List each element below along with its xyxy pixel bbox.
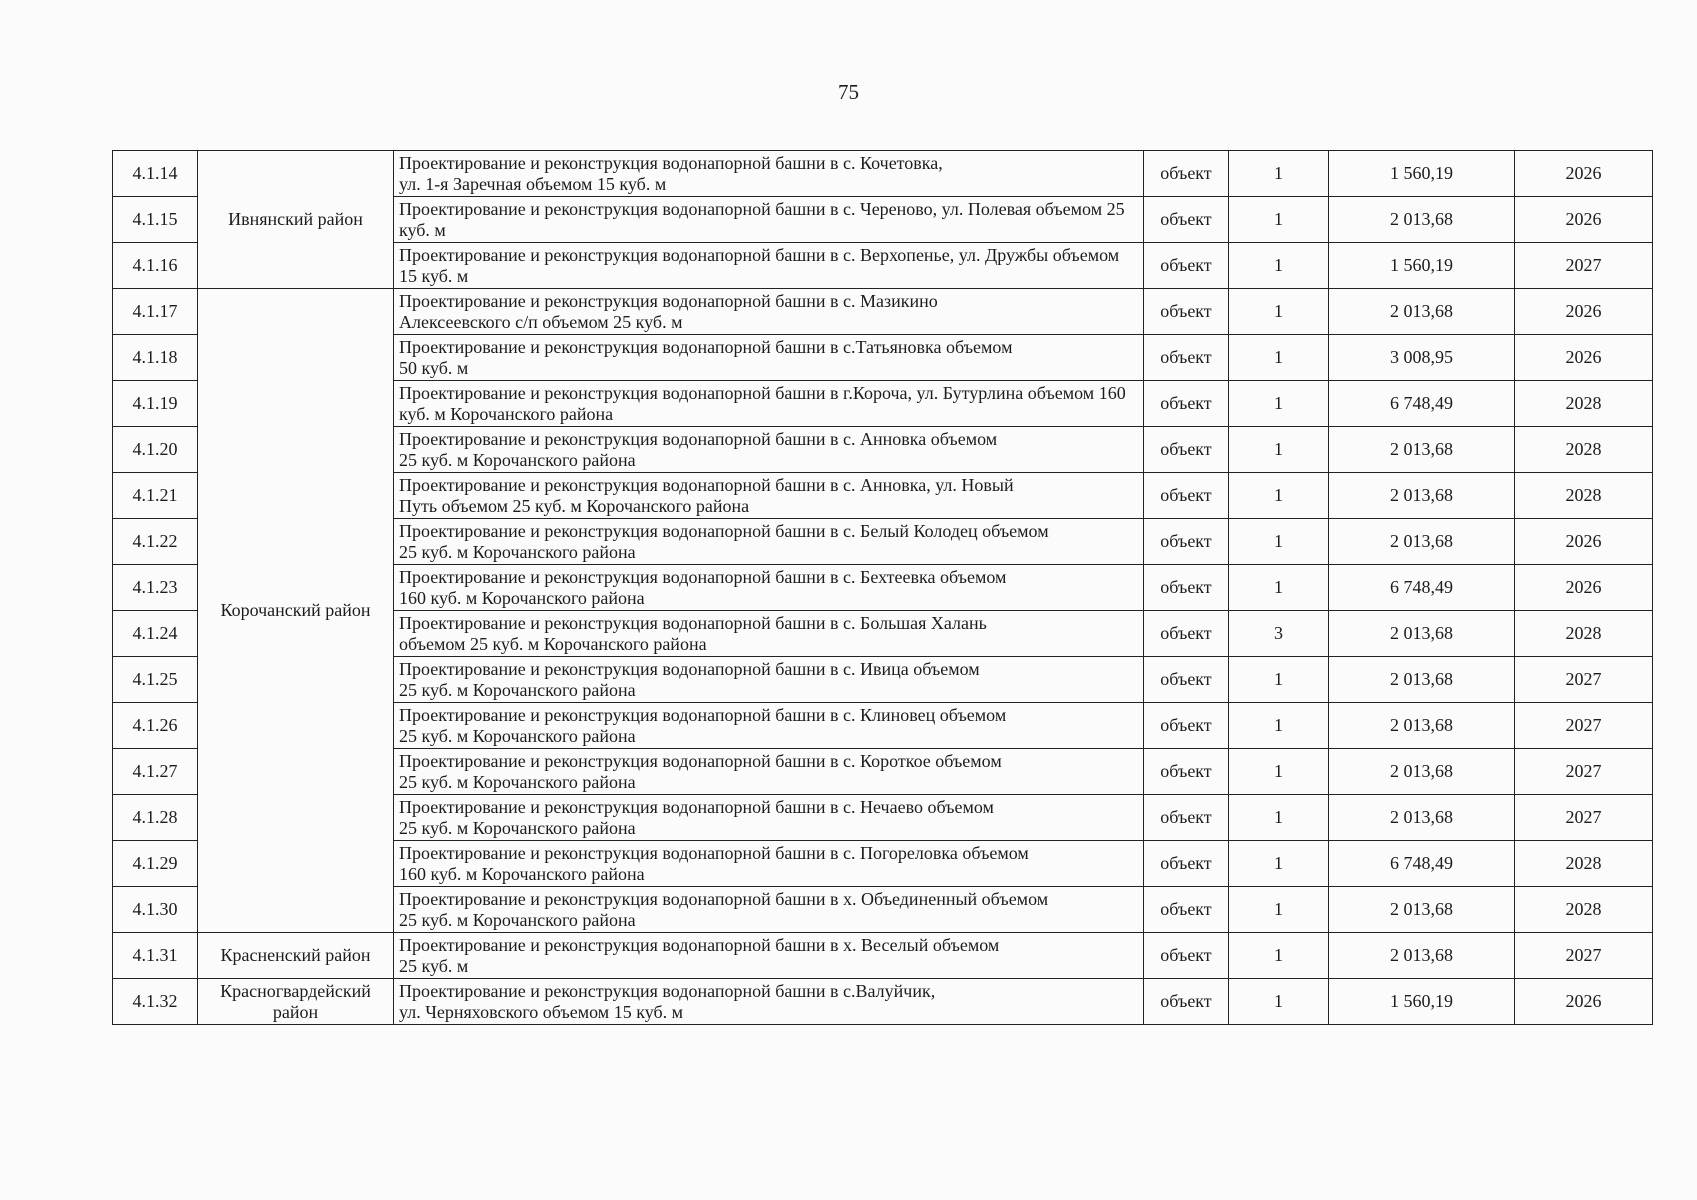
quantity: 3	[1229, 611, 1329, 657]
quantity: 1	[1229, 197, 1329, 243]
year: 2027	[1515, 703, 1653, 749]
quantity: 1	[1229, 473, 1329, 519]
cost-value: 2 013,68	[1329, 887, 1515, 933]
row-number: 4.1.15	[113, 197, 198, 243]
year: 2026	[1515, 519, 1653, 565]
year: 2027	[1515, 243, 1653, 289]
table-row	[113, 151, 1653, 197]
quantity: 1	[1229, 381, 1329, 427]
year: 2028	[1515, 427, 1653, 473]
unit-of-measure: объект	[1144, 381, 1229, 427]
year: 2026	[1515, 979, 1653, 1025]
year: 2028	[1515, 381, 1653, 427]
year: 2026	[1515, 565, 1653, 611]
project-description: Проектирование и реконструкция водонапорной башни в х. Объединенный объемом 25 куб. м Корочанского района	[394, 887, 1144, 933]
row-number: 4.1.28	[113, 795, 198, 841]
project-description: Проектирование и реконструкция водонапорной башни в с. Череново, ул. Полевая объемом 25 куб. м	[394, 197, 1144, 243]
unit-of-measure: объект	[1144, 197, 1229, 243]
project-description: Проектирование и реконструкция водонапорной башни в с. Большая Халань объемом 25 куб. м Корочанского района	[394, 611, 1144, 657]
project-description: Проектирование и реконструкция водонапорной башни в г.Короча, ул. Бутурлина объемом 160 куб. м Корочанского района	[394, 381, 1144, 427]
cost-value: 6 748,49	[1329, 381, 1515, 427]
row-number: 4.1.21	[113, 473, 198, 519]
year: 2027	[1515, 933, 1653, 979]
year: 2026	[1515, 151, 1653, 197]
row-number: 4.1.32	[113, 979, 198, 1025]
unit-of-measure: объект	[1144, 473, 1229, 519]
quantity: 1	[1229, 979, 1329, 1025]
quantity: 1	[1229, 933, 1329, 979]
row-number: 4.1.23	[113, 565, 198, 611]
cost-value: 6 748,49	[1329, 565, 1515, 611]
quantity: 1	[1229, 841, 1329, 887]
cost-value: 6 748,49	[1329, 841, 1515, 887]
unit-of-measure: объект	[1144, 841, 1229, 887]
project-description: Проектирование и реконструкция водонапорной башни в с.Валуйчик, ул. Черняховского объемом 15 куб. м	[394, 979, 1144, 1025]
quantity: 1	[1229, 243, 1329, 289]
project-description: Проектирование и реконструкция водонапорной башни в с. Погореловка объемом 160 куб. м Корочанского района	[394, 841, 1144, 887]
quantity: 1	[1229, 519, 1329, 565]
cost-value: 2 013,68	[1329, 197, 1515, 243]
water-tower-projects-table	[112, 150, 1653, 1025]
year: 2028	[1515, 887, 1653, 933]
quantity: 1	[1229, 565, 1329, 611]
cost-value: 1 560,19	[1329, 243, 1515, 289]
year: 2028	[1515, 611, 1653, 657]
row-number: 4.1.17	[113, 289, 198, 335]
cost-value: 2 013,68	[1329, 657, 1515, 703]
quantity: 1	[1229, 289, 1329, 335]
project-description: Проектирование и реконструкция водонапорной башни в с.Татьяновка объемом 50 куб. м	[394, 335, 1144, 381]
quantity: 1	[1229, 795, 1329, 841]
unit-of-measure: объект	[1144, 749, 1229, 795]
cost-value: 2 013,68	[1329, 427, 1515, 473]
quantity: 1	[1229, 335, 1329, 381]
unit-of-measure: объект	[1144, 657, 1229, 703]
quantity: 1	[1229, 657, 1329, 703]
quantity: 1	[1229, 151, 1329, 197]
unit-of-measure: объект	[1144, 887, 1229, 933]
district-name: Корочанский район	[198, 289, 394, 933]
row-number: 4.1.27	[113, 749, 198, 795]
quantity: 1	[1229, 703, 1329, 749]
unit-of-measure: объект	[1144, 519, 1229, 565]
table-row	[113, 979, 1653, 1025]
year: 2026	[1515, 335, 1653, 381]
unit-of-measure: объект	[1144, 243, 1229, 289]
project-description: Проектирование и реконструкция водонапорной башни в с. Анновка объемом 25 куб. м Корочанского района	[394, 427, 1144, 473]
year: 2026	[1515, 197, 1653, 243]
row-number: 4.1.19	[113, 381, 198, 427]
cost-value: 1 560,19	[1329, 151, 1515, 197]
project-description: Проектирование и реконструкция водонапорной башни в с. Анновка, ул. Новый Путь объемом 25 куб. м Корочанского района	[394, 473, 1144, 519]
unit-of-measure: объект	[1144, 427, 1229, 473]
unit-of-measure: объект	[1144, 611, 1229, 657]
project-description: Проектирование и реконструкция водонапорной башни в с. Нечаево объемом 25 куб. м Корочанского района	[394, 795, 1144, 841]
cost-value: 1 560,19	[1329, 979, 1515, 1025]
unit-of-measure: объект	[1144, 933, 1229, 979]
project-description: Проектирование и реконструкция водонапорной башни в с. Белый Колодец объемом 25 куб. м Корочанского района	[394, 519, 1144, 565]
unit-of-measure: объект	[1144, 703, 1229, 749]
project-description: Проектирование и реконструкция водонапорной башни в х. Веселый объемом 25 куб. м	[394, 933, 1144, 979]
cost-value: 2 013,68	[1329, 519, 1515, 565]
row-number: 4.1.29	[113, 841, 198, 887]
row-number: 4.1.24	[113, 611, 198, 657]
cost-value: 2 013,68	[1329, 473, 1515, 519]
project-description: Проектирование и реконструкция водонапорной башни в с. Клиновец объемом 25 куб. м Корочанского района	[394, 703, 1144, 749]
project-description: Проектирование и реконструкция водонапорной башни в с. Кочетовка, ул. 1-я Заречная объемом 15 куб. м	[394, 151, 1144, 197]
year: 2027	[1515, 749, 1653, 795]
year: 2027	[1515, 795, 1653, 841]
unit-of-measure: объект	[1144, 289, 1229, 335]
row-number: 4.1.20	[113, 427, 198, 473]
table-row	[113, 289, 1653, 335]
quantity: 1	[1229, 427, 1329, 473]
row-number: 4.1.26	[113, 703, 198, 749]
project-description: Проектирование и реконструкция водонапорной башни в с. Мазикино Алексеевского с/п объемом 25 куб. м	[394, 289, 1144, 335]
row-number: 4.1.25	[113, 657, 198, 703]
cost-value: 2 013,68	[1329, 703, 1515, 749]
unit-of-measure: объект	[1144, 335, 1229, 381]
row-number: 4.1.31	[113, 933, 198, 979]
row-number: 4.1.16	[113, 243, 198, 289]
year: 2027	[1515, 657, 1653, 703]
district-name: Ивнянский район	[198, 151, 394, 289]
cost-value: 2 013,68	[1329, 933, 1515, 979]
unit-of-measure: объект	[1144, 151, 1229, 197]
cost-value: 2 013,68	[1329, 749, 1515, 795]
cost-value: 3 008,95	[1329, 335, 1515, 381]
project-description: Проектирование и реконструкция водонапорной башни в с. Бехтеевка объемом 160 куб. м Корочанского района	[394, 565, 1144, 611]
unit-of-measure: объект	[1144, 979, 1229, 1025]
quantity: 1	[1229, 887, 1329, 933]
quantity: 1	[1229, 749, 1329, 795]
row-number: 4.1.30	[113, 887, 198, 933]
project-description: Проектирование и реконструкция водонапорной башни в с. Ивица объемом 25 куб. м Корочанского района	[394, 657, 1144, 703]
row-number: 4.1.18	[113, 335, 198, 381]
table-row	[113, 933, 1653, 979]
cost-value: 2 013,68	[1329, 611, 1515, 657]
year: 2028	[1515, 841, 1653, 887]
row-number: 4.1.22	[113, 519, 198, 565]
page-number: 75	[838, 80, 859, 104]
unit-of-measure: объект	[1144, 565, 1229, 611]
project-description: Проектирование и реконструкция водонапорной башни в с. Короткое объемом 25 куб. м Корочанского района	[394, 749, 1144, 795]
year: 2026	[1515, 289, 1653, 335]
row-number: 4.1.14	[113, 151, 198, 197]
project-description: Проектирование и реконструкция водонапорной башни в с. Верхопенье, ул. Дружбы объемом 15 куб. м	[394, 243, 1144, 289]
cost-value: 2 013,68	[1329, 795, 1515, 841]
unit-of-measure: объект	[1144, 795, 1229, 841]
year: 2028	[1515, 473, 1653, 519]
district-name: Красненский район	[198, 933, 394, 979]
district-name: Красногвардейский район	[198, 979, 394, 1025]
cost-value: 2 013,68	[1329, 289, 1515, 335]
